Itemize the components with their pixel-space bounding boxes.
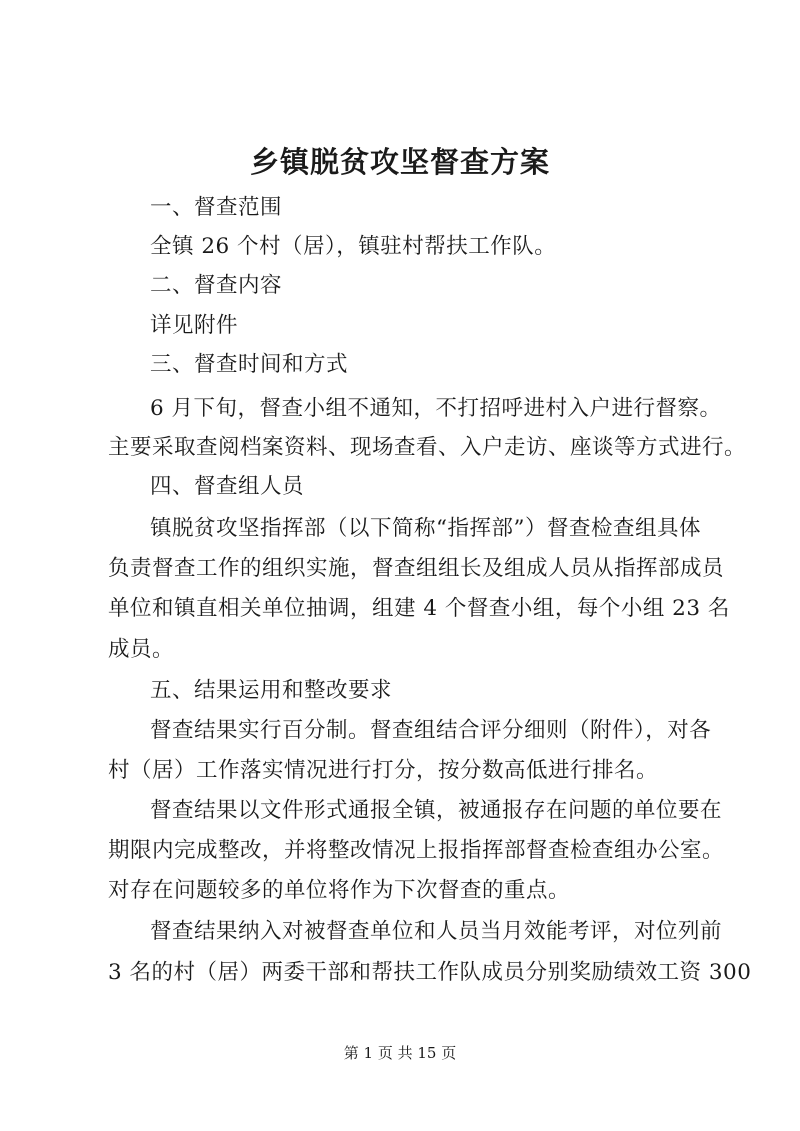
paragraph-line: 期限内完成整改，并将整改情况上报指挥部督查检查组办公室。 xyxy=(108,838,725,863)
page-number-footer: 第 1 页 共 15 页 xyxy=(343,1044,457,1062)
section-heading-scope: 一、督查范围 xyxy=(150,195,283,220)
paragraph-line: 详见附件 xyxy=(150,313,239,338)
paragraph-line: 对存在问题较多的单位将作为下次督查的重点。 xyxy=(108,878,571,903)
paragraph-line: 督查结果纳入对被督查单位和人员当月效能考评，对位列前 xyxy=(150,919,723,944)
paragraph-line: 6 月下旬，督查小组不通知，不打招呼进村入户进行督察。 xyxy=(150,396,722,421)
paragraph-line: 村（居）工作落实情况进行打分，按分数高低进行排名。 xyxy=(108,758,659,783)
paragraph-line: 成员。 xyxy=(108,637,175,662)
paragraph-line: 负责督查工作的组织实施，督查组组长及组成人员从指挥部成员 xyxy=(108,556,725,581)
paragraph-line: 3 名的村（居）两委干部和帮扶工作队成员分别奖励绩效工资 300 xyxy=(108,960,752,985)
paragraph-line: 督查结果实行百分制。督查组结合评分细则（附件），对各 xyxy=(150,718,712,743)
paragraph-line: 镇脱贫攻坚指挥部（以下简称“指挥部”）督查检查组具体 xyxy=(150,516,701,541)
paragraph-line: 全镇 26 个村（居），镇驻村帮扶工作队。 xyxy=(150,234,557,259)
paragraph-line: 主要采取查阅档案资料、现场查看、入户走访、座谈等方式进行。 xyxy=(108,435,747,460)
paragraph-line: 单位和镇直相关单位抽调，组建 4 个督查小组，每个小组 23 名 xyxy=(108,596,730,621)
section-heading-content: 二、督查内容 xyxy=(150,273,283,298)
document-title: 乡镇脱贫攻坚督查方案 xyxy=(249,145,550,179)
section-heading-results: 五、结果运用和整改要求 xyxy=(150,678,393,703)
paragraph-line: 督查结果以文件形式通报全镇，被通报存在问题的单位要在 xyxy=(150,798,723,823)
section-heading-personnel: 四、督查组人员 xyxy=(150,474,305,499)
section-heading-time-method: 三、督查时间和方式 xyxy=(150,352,349,377)
